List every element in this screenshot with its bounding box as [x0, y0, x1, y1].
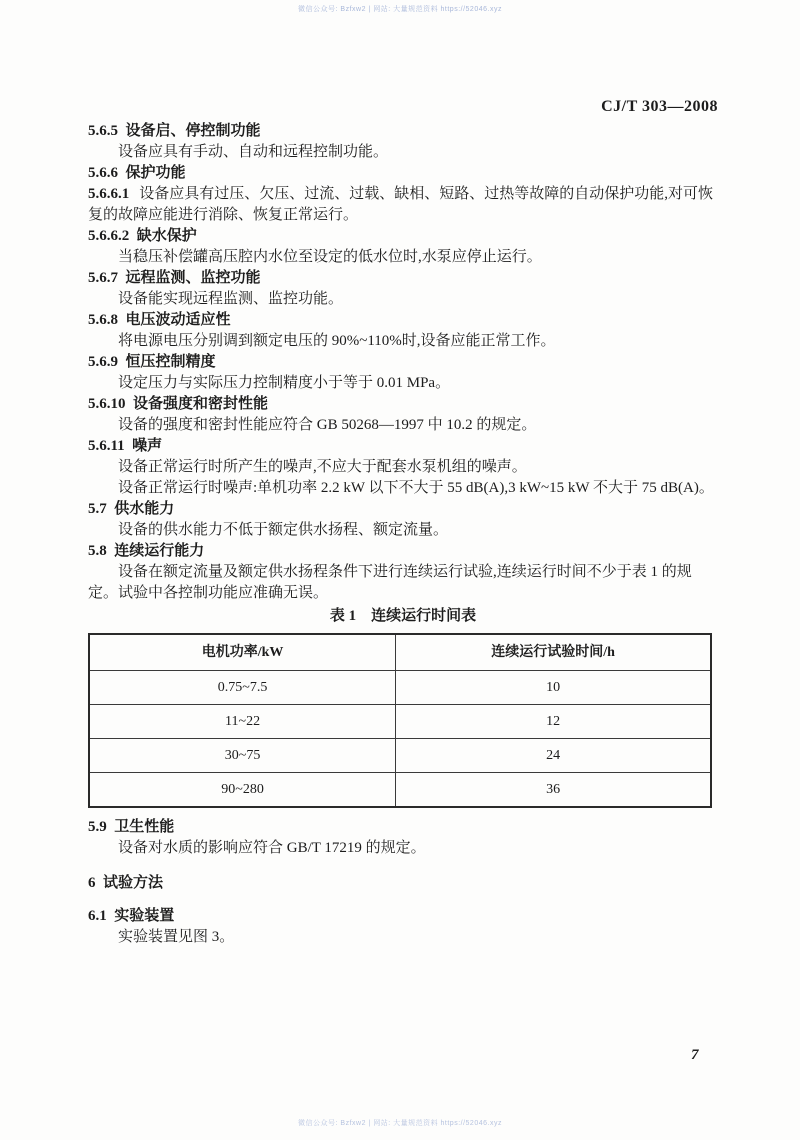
- clause-heading-5-6-7: 5.6.7 远程监测、监控功能: [88, 270, 261, 286]
- clause-text: 设备在额定流量及额定供水扬程条件下进行连续运行试验,连续运行时间不少于表 1 的规定。试验中各控制功能应准确无误。: [88, 564, 692, 601]
- document-body: [88, 121, 718, 948]
- clause-text: 实验装置见图 3。: [118, 929, 235, 945]
- clause-text: 设备正常运行时所产生的噪声,不应大于配套水泵机组的噪声。: [118, 459, 527, 475]
- clause-text: 设备正常运行时噪声:单机功率 2.2 kW 以下不大于 55 dB(A),3 kW~15 kW 不大于 75 dB(A)。: [118, 480, 714, 496]
- watermark-bottom: 微信公众号: Bzfxw2 | 网站: 大量规范资料 https://52046.xyz: [298, 1120, 502, 1127]
- clause-text: 设备的强度和密封性能应符合 GB 50268—1997 中 10.2 的规定。: [118, 417, 537, 433]
- clause-text: 设备对水质的影响应符合 GB/T 17219 的规定。: [118, 840, 426, 856]
- table-header-motor-power: 电机功率/kW: [89, 634, 396, 671]
- table-row: [89, 705, 711, 739]
- clause-heading-5-7: 5.7 供水能力: [88, 501, 175, 517]
- clause-text: 当稳压补偿罐高压腔内水位至设定的低水位时,水泵应停止运行。: [118, 249, 542, 265]
- table-cell-hours: 10: [396, 671, 711, 705]
- clause-heading-5-6-6-2: 5.6.6.2 缺水保护: [88, 228, 197, 244]
- clause-text: 设定压力与实际压力控制精度小于等于 0.01 MPa。: [118, 375, 451, 391]
- clause-text: 设备应具有手动、自动和远程控制功能。: [118, 144, 389, 160]
- table-cell-power-range: 30~75: [89, 739, 396, 773]
- clause-heading-6-1: 6.1 实验装置: [88, 908, 175, 924]
- table-row: [89, 671, 711, 705]
- table-row: [89, 773, 711, 808]
- clause-heading-5-6-8: 5.6.8 电压波动适应性: [88, 312, 231, 328]
- table-cell-hours: 12: [396, 705, 711, 739]
- clause-heading-5-8: 5.8 连续运行能力: [88, 543, 205, 559]
- clause-text: 设备应具有过压、欠压、过流、过载、缺相、短路、过热等故障的自动保护功能,对可恢复的故障应能进行消除、恢复正常运行。: [88, 186, 714, 223]
- continuous-run-time-table: [88, 633, 712, 808]
- clause-number: 5.6.6.1: [88, 186, 130, 202]
- clause-text: 设备的供水能力不低于额定供水扬程、额定流量。: [118, 522, 449, 538]
- table-caption: 表 1 连续运行时间表: [329, 608, 477, 624]
- clause-5-6-6-1: [88, 184, 718, 226]
- clause-heading-5-6-11: 5.6.11 噪声: [88, 438, 163, 454]
- table-header-test-time: 连续运行试验时间/h: [396, 634, 711, 671]
- clause-heading-5-6-6: 5.6.6 保护功能: [88, 165, 186, 181]
- standard-number-header: CJ/T 303—2008: [601, 98, 718, 115]
- table-cell-power-range: 90~280: [89, 773, 396, 808]
- clause-heading-5-9: 5.9 卫生性能: [88, 819, 175, 835]
- clause-text: 设备能实现远程监测、监控功能。: [118, 291, 344, 307]
- table-cell-power-range: 0.75~7.5: [89, 671, 396, 705]
- watermark-top: 微信公众号: Bzfxw2 | 网站: 大量规范资料 https://52046.xyz: [298, 6, 502, 13]
- table-header-row: [89, 634, 711, 671]
- clause-heading-5-6-5: 5.6.5 设备启、停控制功能: [88, 123, 261, 139]
- table-cell-power-range: 11~22: [89, 705, 396, 739]
- table-cell-hours: 36: [396, 773, 711, 808]
- clause-text: 将电源电压分别调到额定电压的 90%~110%时,设备应能正常工作。: [118, 333, 556, 349]
- table-row: [89, 739, 711, 773]
- page-number: 7: [691, 1047, 699, 1063]
- clause-heading-5-6-10: 5.6.10 设备强度和密封性能: [88, 396, 269, 412]
- chapter-heading-6: 6 试验方法: [88, 875, 164, 891]
- clause-heading-5-6-9: 5.6.9 恒压控制精度: [88, 354, 216, 370]
- table-cell-hours: 24: [396, 739, 711, 773]
